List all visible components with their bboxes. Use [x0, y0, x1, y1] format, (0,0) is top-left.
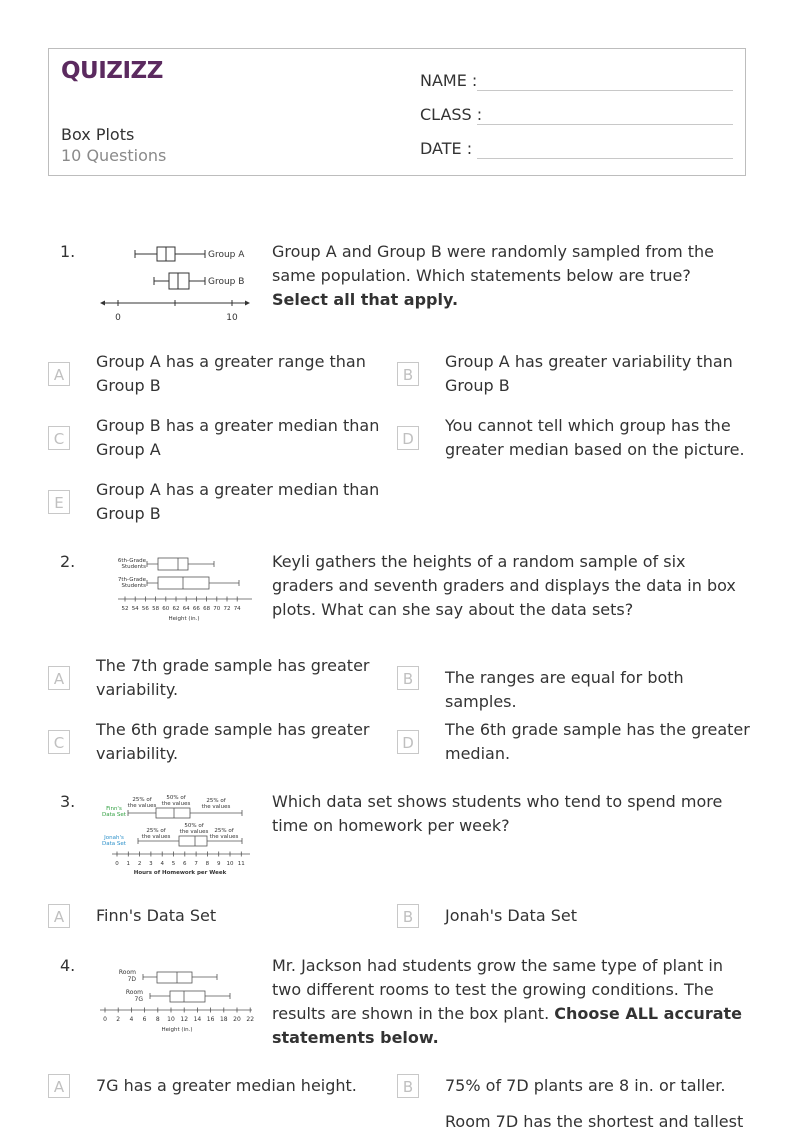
q3-option-b-letter[interactable]: B	[397, 904, 419, 928]
q3-finn-25a-1: 25% of	[132, 797, 152, 803]
question-1-number: 1.	[60, 242, 76, 261]
question-3-figure	[100, 793, 255, 878]
quizizz-logo: QUIZIZZ	[61, 58, 163, 84]
q3-jonah-25c-2: the values	[141, 834, 171, 840]
q3-xlabel: Hours of Homework per Week	[133, 870, 227, 876]
q3-finn-label-1: Finn's	[106, 806, 122, 812]
q1-axis-arrow-right	[245, 301, 250, 306]
q1-option-e-text[interactable]: Group A has a greater median than Group B	[96, 480, 380, 523]
date-field[interactable]	[420, 135, 733, 159]
q2-tick-label: 66	[192, 606, 200, 612]
q4-option-a-text[interactable]: 7G has a greater median height.	[96, 1076, 357, 1095]
q4-option-d-text[interactable]: Room 7D has the shortest and tallest	[445, 1112, 744, 1131]
q3-tick-label: 8	[205, 861, 210, 867]
q2-tick-label: 52	[121, 606, 129, 612]
q2-option-c-letter[interactable]: C	[48, 730, 70, 754]
q2-row1-label-1: 6th-Grade	[117, 558, 146, 564]
question-1-instruction: Select all that apply.	[272, 290, 459, 309]
q2-option-b-text[interactable]: The ranges are equal for both samples.	[445, 668, 684, 711]
q1-option-d-letter[interactable]: D	[397, 426, 419, 450]
q1-option-a-letter[interactable]: A	[48, 362, 70, 386]
q3-jonah-50-2: the values	[179, 829, 209, 835]
q3-jonah-25d-1: 25% of	[214, 828, 234, 834]
group-b-label: Group B	[208, 277, 245, 287]
question-4-instruction: Choose ALL accurate statements below.	[272, 1004, 742, 1047]
q2-xlabel: Height (in.)	[168, 616, 200, 622]
q2-option-c-text[interactable]: The 6th grade sample has greater variability.	[96, 720, 370, 763]
q4-xlabel: Height (in.)	[161, 1027, 193, 1033]
question-2-figure	[100, 553, 255, 628]
q3-tick-label: 2	[137, 861, 142, 867]
q3-jonah-25c-1: 25% of	[146, 828, 166, 834]
q4-row1-label-1: Room	[118, 969, 136, 976]
q2-tick-label: 60	[162, 606, 170, 612]
q4-tick-label: 10	[167, 1016, 175, 1023]
q3-finn-25b-1: 25% of	[206, 798, 226, 804]
q4-tick-label: 2	[116, 1016, 121, 1023]
q2-option-d-letter[interactable]: D	[397, 730, 419, 754]
q4-option-b-letter[interactable]: B	[397, 1074, 419, 1098]
q2-tick-label: 62	[172, 606, 180, 612]
q2-option-a-text[interactable]: The 7th grade sample has greater variability.	[96, 656, 370, 699]
q3-finn-50-2: the values	[161, 801, 191, 807]
q3-tick-label: 9	[216, 861, 221, 867]
question-4-prompt: Mr. Jackson had students grow the same type of plant in two different rooms to test the growing conditions. The results are shown in the box plant.	[272, 956, 723, 1023]
q3-jonah-label-1: Jonah's	[104, 835, 124, 841]
q1-option-b-letter[interactable]: B	[397, 362, 419, 386]
q3-tick-label: 1	[126, 861, 131, 867]
q2-tick-label: 74	[233, 606, 241, 612]
q1-option-c-letter[interactable]: C	[48, 426, 70, 450]
worksheet-title: Box Plots	[61, 125, 135, 144]
q1-option-b-text[interactable]: Group A has greater variability than Group B	[445, 352, 733, 395]
q3-finn-50-1: 50% of	[166, 795, 186, 801]
q3-jonah-label-2: Data Set	[102, 841, 126, 847]
q2-7th-box	[158, 577, 209, 589]
q3-tick-label: 10	[226, 861, 234, 867]
q4-7g-box	[170, 991, 205, 1002]
q2-row1-label-2: Students	[121, 564, 146, 570]
q4-tick-label: 20	[233, 1016, 241, 1023]
question-count: 10 Questions	[61, 146, 167, 165]
q4-tick-label: 14	[193, 1016, 202, 1023]
q4-tick-label: 22	[246, 1016, 255, 1023]
q4-tick-label: 8	[155, 1016, 160, 1023]
q4-option-a-letter[interactable]: A	[48, 1074, 70, 1098]
q3-tick-label: 7	[194, 861, 198, 867]
q4-tick-label: 6	[142, 1016, 147, 1023]
name-label: NAME :	[420, 71, 478, 90]
q4-option-b-text[interactable]: 75% of 7D plants are 8 in. or taller.	[445, 1076, 726, 1095]
q2-option-b-letter[interactable]: B	[397, 666, 419, 690]
worksheet-header	[48, 48, 746, 176]
q2-row2-label-2: Students	[121, 583, 146, 589]
q2-tick-label: 68	[203, 606, 211, 612]
q4-tick-label: 0	[103, 1016, 107, 1023]
q3-finn-label-2: Data Set	[102, 812, 126, 818]
question-1-prompt: Group A and Group B were randomly sampled from the same population. Which statements below are true?	[272, 242, 715, 285]
q1-option-a-text[interactable]: Group A has a greater range than Group B	[96, 352, 366, 395]
q3-finn-25a-2: the values	[127, 803, 157, 809]
q1-option-d-text[interactable]: You cannot tell which group has the greater median based on the picture.	[445, 416, 745, 459]
q2-tick-label: 58	[152, 606, 160, 612]
q3-tick-label: 6	[183, 861, 187, 867]
q4-row2-label-1: Room	[125, 989, 143, 996]
name-line[interactable]	[477, 90, 733, 91]
group-b-box	[169, 273, 189, 289]
q3-tick-label: 3	[149, 861, 153, 867]
q3-tick-label: 0	[115, 861, 119, 867]
q3-option-b-text[interactable]: Jonah's Data Set	[445, 906, 577, 925]
q2-6th-box	[158, 558, 188, 570]
q2-tick-label: 72	[223, 606, 231, 612]
question-3-text: Which data set shows students who tend to spend more time on homework per week?	[272, 792, 723, 835]
question-4-number: 4.	[60, 956, 76, 975]
q1-axis-max: 10	[226, 313, 238, 323]
q3-tick-label: 5	[171, 861, 176, 867]
date-line[interactable]	[477, 158, 733, 159]
q3-jonah-box	[179, 836, 207, 846]
q4-tick-label: 4	[129, 1016, 134, 1023]
q2-tick-label: 56	[141, 606, 149, 612]
q4-row2-label-2: 7G	[134, 996, 143, 1003]
q3-jonah-50-1: 50% of	[184, 823, 204, 829]
question-4-text	[272, 954, 750, 1050]
question-1-text	[272, 240, 750, 312]
q1-axis-arrow-left	[100, 301, 105, 306]
q2-option-d-text[interactable]: The 6th grade sample has the greater median.	[445, 720, 750, 763]
q1-option-e-letter[interactable]: E	[48, 490, 70, 514]
q2-row2-label-1: 7th-Grade	[117, 577, 146, 583]
question-3-number: 3.	[60, 792, 76, 811]
q2-tick-label: 54	[131, 606, 139, 612]
class-label: CLASS :	[420, 105, 483, 124]
q4-tick-label: 18	[219, 1016, 228, 1023]
q1-axis-min: 0	[115, 313, 121, 323]
q2-option-a-letter[interactable]: A	[48, 666, 70, 690]
q3-option-a-text[interactable]: Finn's Data Set	[96, 906, 217, 925]
q3-finn-box	[156, 808, 190, 818]
question-2-text: Keyli gathers the heights of a random sample of six graders and seventh graders and displays the data in box plots. What can she say about the data sets?	[272, 552, 736, 619]
question-1-figure	[100, 240, 252, 326]
class-field[interactable]	[420, 101, 733, 125]
q3-tick-label: 4	[160, 861, 164, 867]
q4-tick-label: 12	[180, 1016, 189, 1023]
q4-7d-box	[157, 972, 192, 983]
q1-option-c-text[interactable]: Group B has a greater median than Group A	[96, 416, 380, 459]
q3-tick-label: 11	[237, 861, 245, 867]
group-a-label: Group A	[208, 250, 245, 260]
q4-tick-label: 16	[206, 1016, 215, 1023]
question-2-number: 2.	[60, 552, 76, 571]
q3-finn-25b-2: the values	[201, 804, 231, 810]
name-field[interactable]	[420, 67, 733, 91]
q3-jonah-25d-2: the values	[209, 834, 239, 840]
q2-tick-label: 70	[213, 606, 221, 612]
date-label: DATE :	[420, 139, 473, 158]
q2-tick-label: 64	[182, 606, 190, 612]
class-line[interactable]	[477, 124, 733, 125]
q4-row1-label-2: 7D	[127, 976, 136, 983]
q3-option-a-letter[interactable]: A	[48, 904, 70, 928]
question-4-figure	[98, 966, 255, 1036]
